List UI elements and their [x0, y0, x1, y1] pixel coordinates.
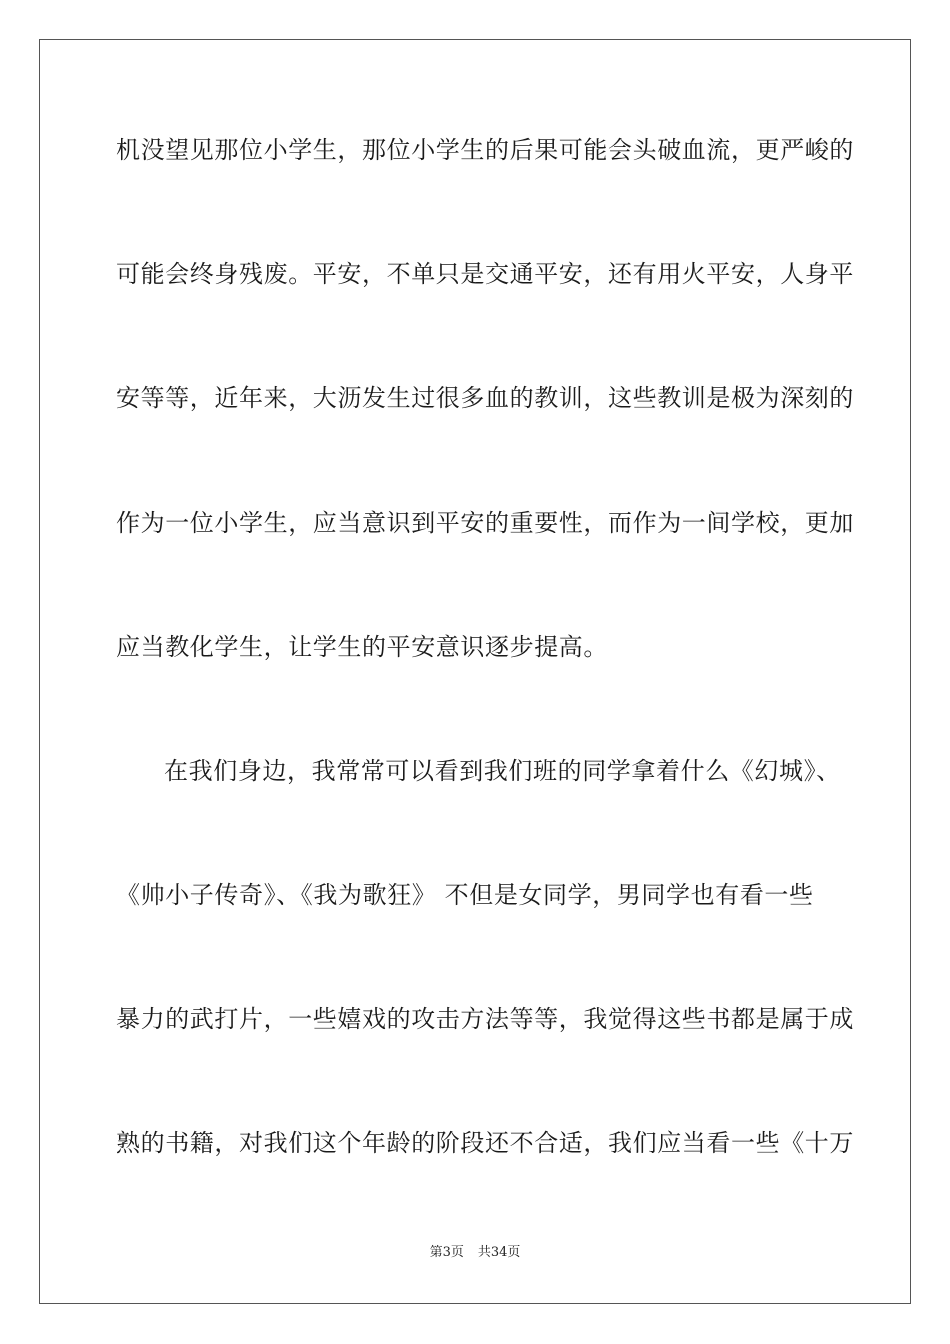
page-number: 第3页 — [429, 1245, 464, 1260]
page-total: 共34页 — [477, 1245, 521, 1260]
paragraph-line: 在我们身边，我常常可以看到我们班的同学拿着什么《幻城》、 — [164, 757, 841, 785]
paragraph-line: 机没望见那位小学生，那位小学生的后果可能会头破血流，更严峻的 — [116, 136, 854, 164]
paragraph-line: 作为一位小学生，应当意识到平安的重要性，而作为一间学校，更加 — [116, 509, 854, 537]
paragraph-line: 熟的书籍，对我们这个年龄的阶段还不合适，我们应当看一些《十万 — [116, 1129, 854, 1157]
page-footer — [0, 1244, 950, 1262]
paragraph-line: 《帅小子传奇》、《我为歌狂》 不但是女同学，男同学也有看一些 — [116, 881, 814, 909]
paragraph-line: 暴力的武打片，一些嬉戏的攻击方法等等，我觉得这些书都是属于成 — [116, 1005, 854, 1033]
paragraph-line: 可能会终身残废。平安，不单只是交通平安，还有用火平安，人身平 — [116, 260, 854, 288]
paragraph-line: 应当教化学生，让学生的平安意识逐步提高。 — [116, 633, 608, 661]
paragraph-line: 安等等，近年来，大沥发生过很多血的教训，这些教训是极为深刻的 — [116, 384, 854, 412]
page-border — [39, 39, 911, 1304]
